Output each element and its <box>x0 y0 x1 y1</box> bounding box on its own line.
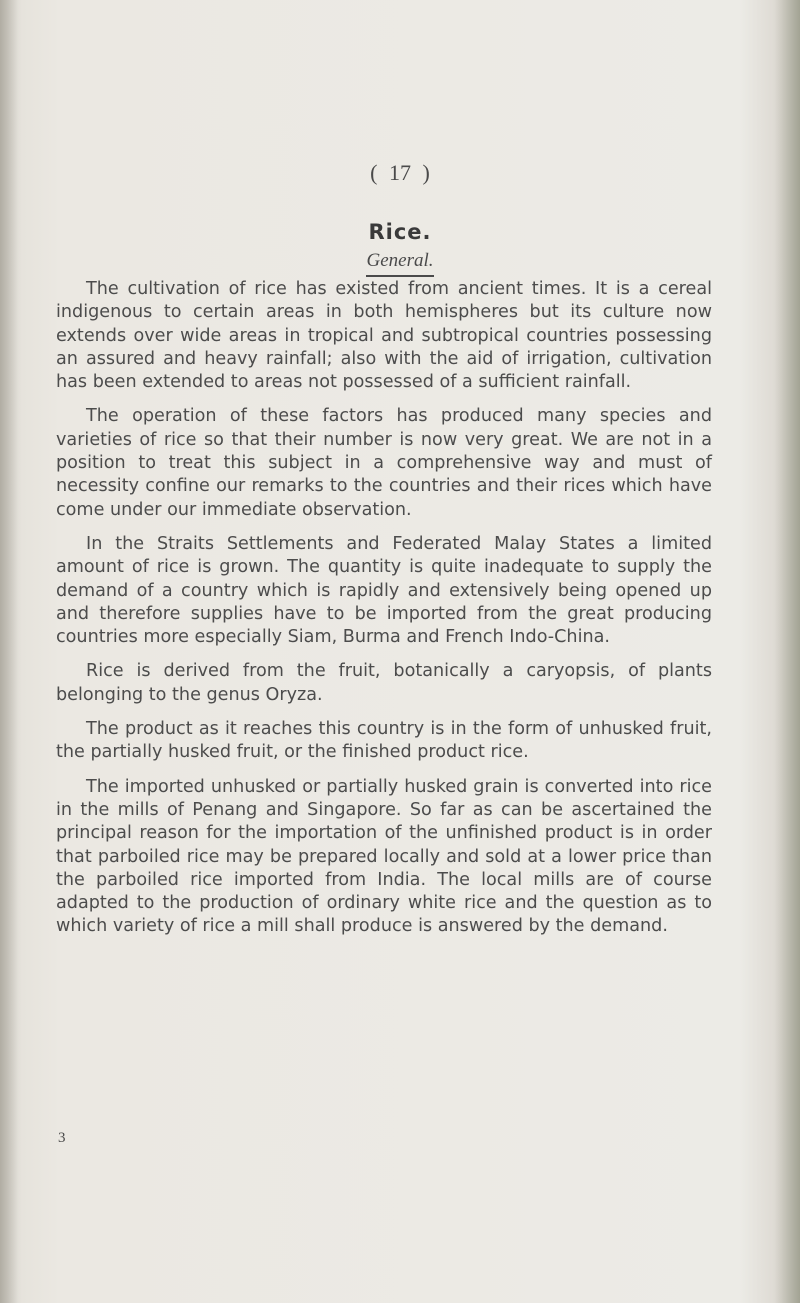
paragraph: Rice is derived from the fruit, botanically a caryopsis, of plants belonging to the genus Oryza. <box>56 661 712 705</box>
paragraph: The imported unhusked or partially husked grain is converted into rice in the mills of Penang and Singapore. So far as can be ascertained the principal reason for the importation of the unfinished product is in order that parboiled rice may be prepared locally and sold at a lower price than the parboiled rice imported from India. The local mills are of course adapted to the production of ordinary white rice and the question as to which variety of rice a mill shall produce is answered by the demand. <box>56 776 712 937</box>
section-subtitle: General. <box>366 250 433 277</box>
paragraph: The product as it reaches this country is in the form of unhusked fruit, the partially husked fruit, or the finished product rice. <box>56 719 712 763</box>
signature-mark: 3 <box>58 1130 66 1146</box>
paragraph: The cultivation of rice has existed from ancient times. It is a cereal indigenous to certain areas in both hemispheres but its culture now extends over wide areas in tropical and subtropical countries possessing an assured and heavy rainfall; also with the aid of irrigation, cultivation has been extended to areas not possessed of a sufficient rainfall. <box>56 279 712 393</box>
paragraph: The operation of these factors has produced many species and varieties of rice so that their number is now very great. We are not in a position to treat this subject in a comprehensive way and must of necessity confine our remarks to the countries and their rices which have come under our immediate observation. <box>56 406 712 520</box>
section-title: Rice. <box>368 220 432 244</box>
page-edge-shadow-right <box>774 0 800 1303</box>
page-edge-shadow-left <box>0 0 18 1303</box>
subtitle-wrapper <box>0 250 800 277</box>
body-text <box>56 278 712 950</box>
paragraph: In the Straits Settlements and Federated Malay States a limited amount of rice is grown. The quantity is quite inadequate to supply the demand of a country which is rapidly and extensively being opened up and therefore supplies have to be imported from the great producing countries more especially Siam, Burma and French Indo-China. <box>56 533 712 648</box>
page-number: ( 17 ) <box>370 160 430 185</box>
